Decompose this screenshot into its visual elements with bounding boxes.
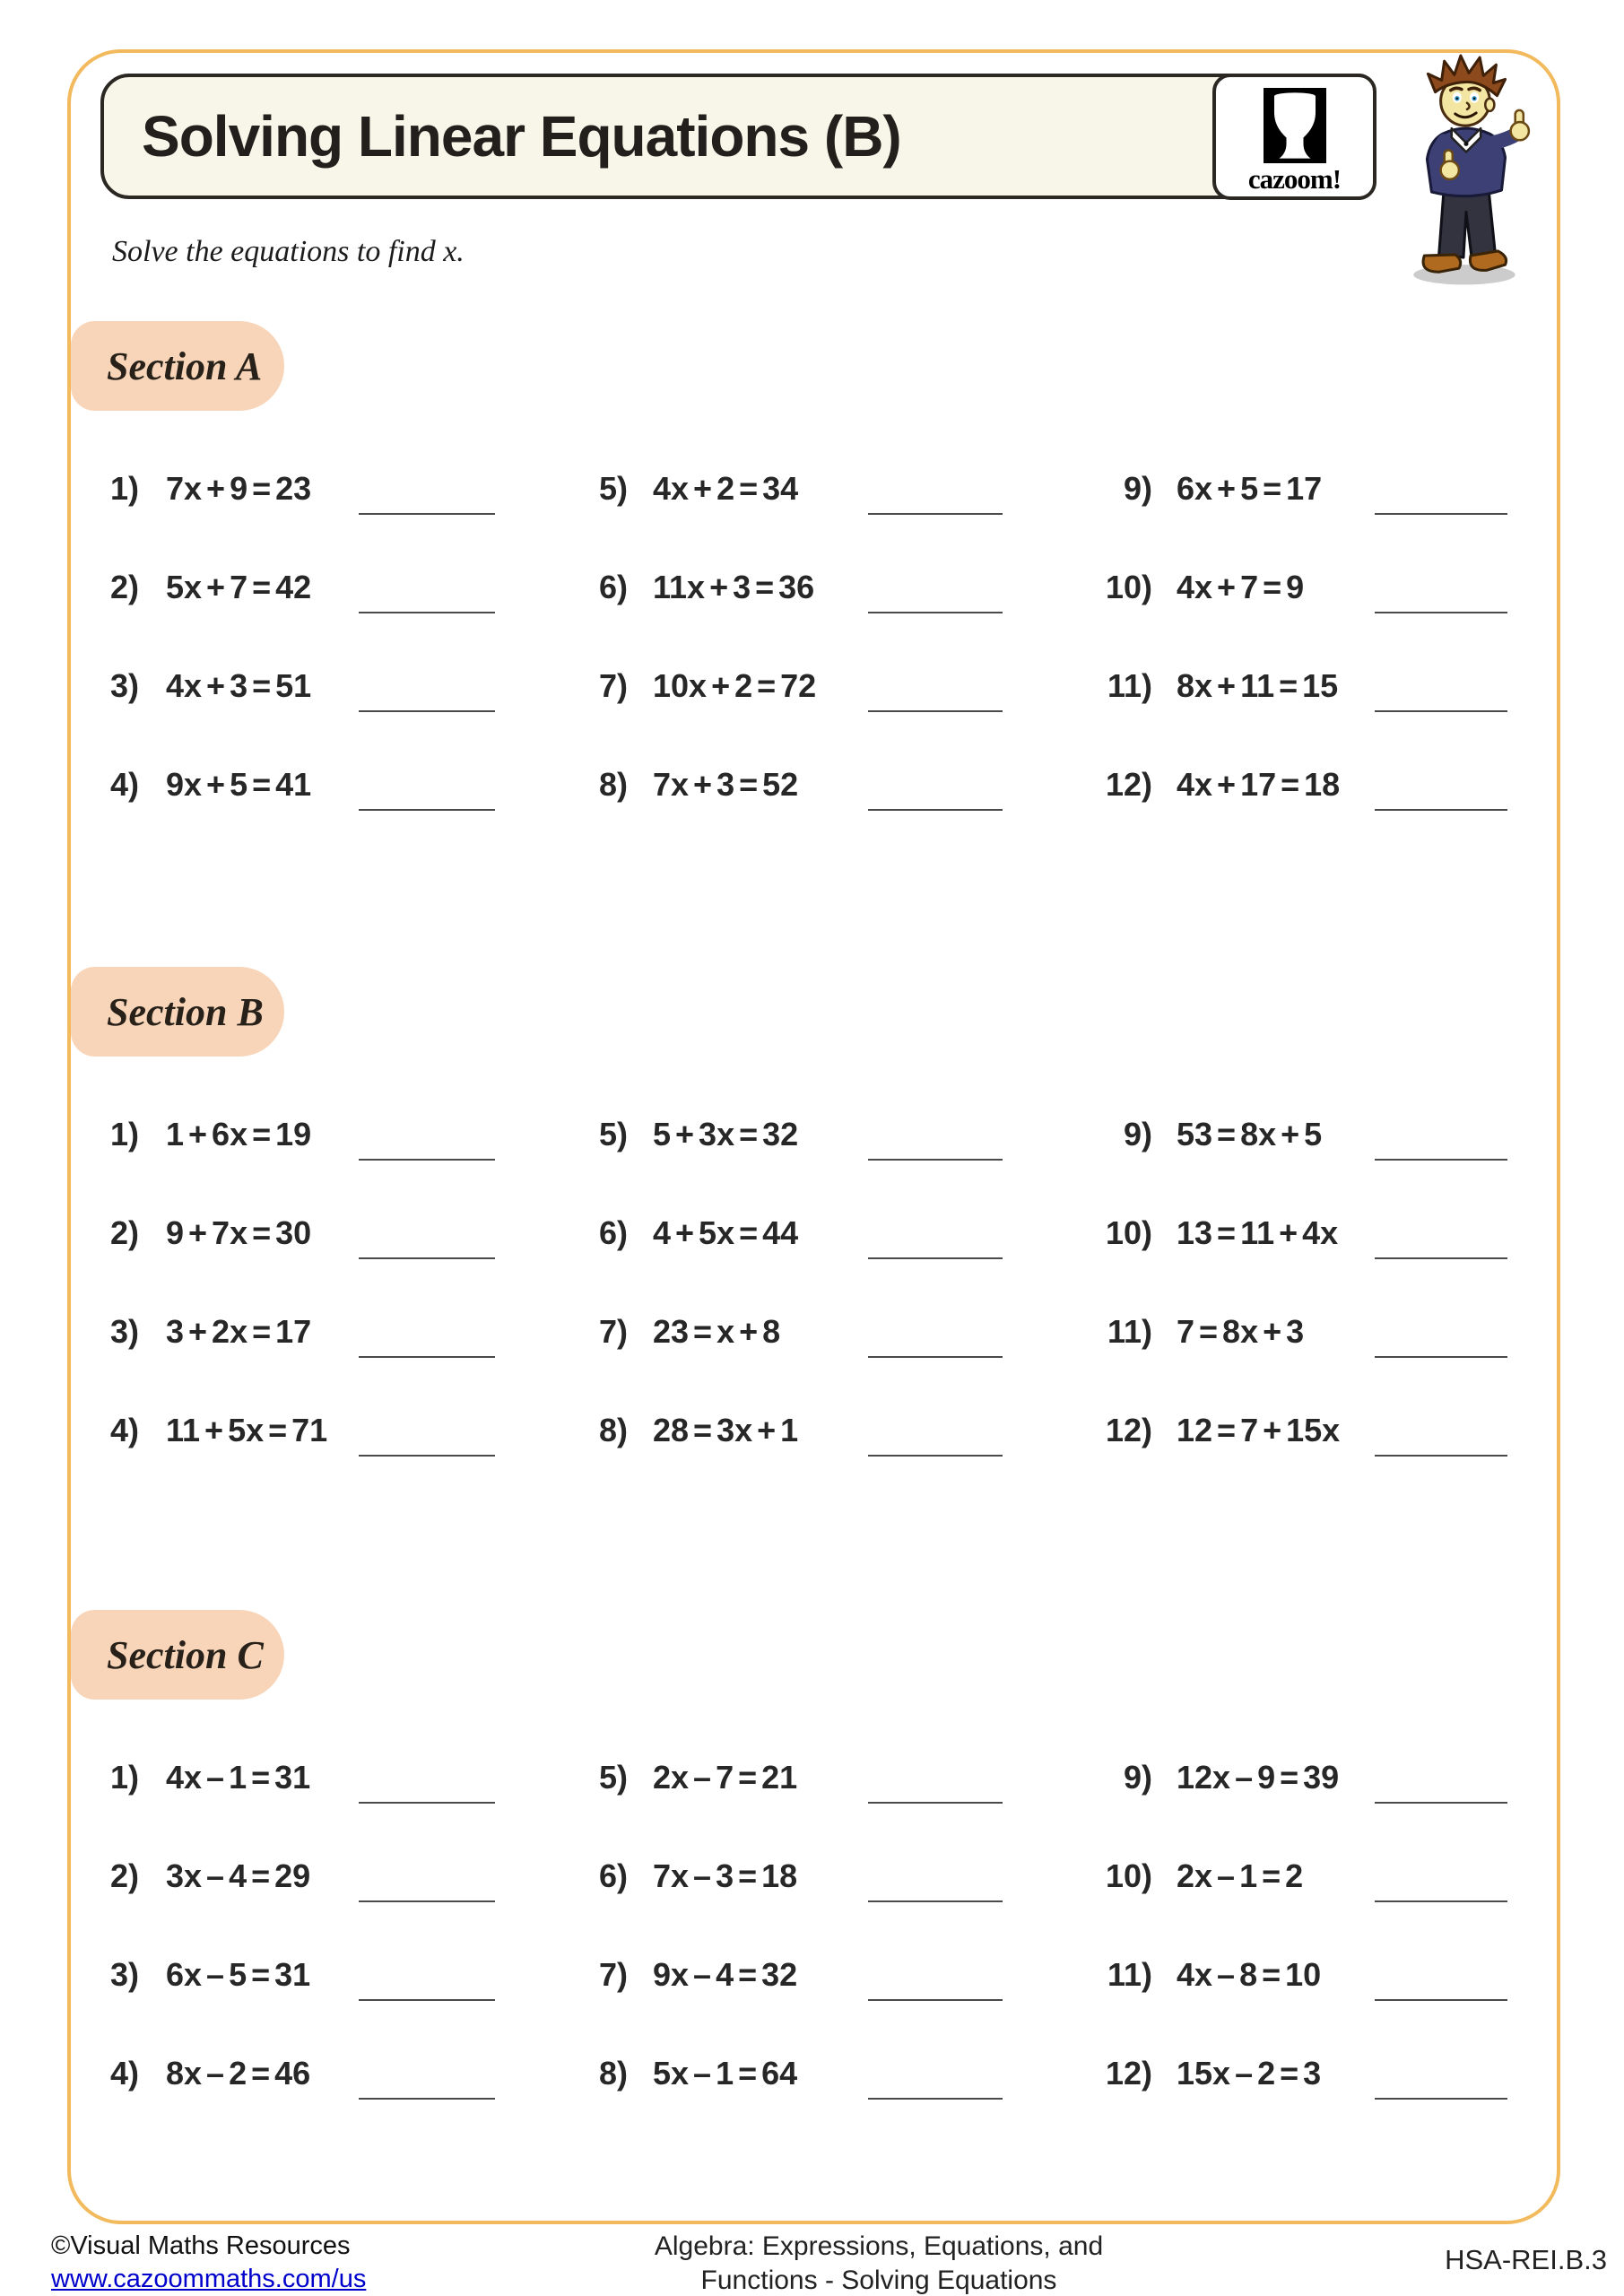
problem-row — [565, 1756, 797, 1799]
problem-equation: 1 + 6x = 19 — [166, 1116, 312, 1152]
problem-row — [565, 1409, 798, 1452]
problem-number: 5) — [598, 470, 628, 507]
problem-number: 6) — [598, 1214, 628, 1251]
answer-line — [1375, 1999, 1507, 2001]
problem-row — [1090, 1409, 1340, 1452]
problem-number: 12) — [1105, 1412, 1152, 1448]
problem-equation: 12x – 9 = 39 — [1177, 1759, 1340, 1796]
problem-row — [76, 1212, 311, 1255]
problem-row — [76, 1953, 310, 1996]
problem-number: 8) — [598, 1412, 628, 1448]
drum-icon — [1264, 88, 1326, 163]
problem-row — [76, 467, 311, 510]
mascot-boy-illustration — [1399, 50, 1535, 289]
answer-line — [868, 612, 1003, 613]
problem-row — [76, 665, 311, 708]
problem-equation: 4x + 2 = 34 — [653, 470, 799, 507]
answer-line — [868, 1356, 1003, 1358]
problem-row — [565, 763, 798, 806]
problem-number: 6) — [598, 569, 628, 605]
problem-equation: 2x – 1 = 2 — [1177, 1857, 1304, 1894]
problem-number: 3) — [109, 1313, 139, 1350]
problem-number: 4) — [109, 766, 139, 803]
problem-number: 1) — [109, 470, 139, 507]
problem-equation: 8x – 2 = 46 — [166, 2055, 311, 2092]
problem-row — [1090, 566, 1304, 609]
answer-line — [359, 1900, 495, 1902]
problem-number: 1) — [109, 1116, 139, 1152]
problem-row — [565, 2052, 797, 2095]
problem-row — [76, 1756, 310, 1799]
subject-line-1: Algebra: Expressions, Equations, and — [654, 2231, 1104, 2261]
answer-line — [868, 1900, 1003, 1902]
problem-row — [1090, 467, 1322, 510]
answer-line — [359, 612, 495, 613]
answer-line — [1375, 1257, 1507, 1259]
problem-row — [76, 1855, 310, 1898]
problem-equation: 11x + 3 = 36 — [653, 569, 815, 605]
problem-number: 3) — [109, 1956, 139, 1993]
problem-number: 8) — [598, 766, 628, 803]
title-box — [100, 74, 1376, 199]
standard-code: HSA-REI.B.3 — [1445, 2244, 1607, 2275]
problem-row — [1090, 1756, 1339, 1799]
problem-equation: 3 + 2x = 17 — [166, 1313, 312, 1350]
instruction-text: Solve the equations to find x. — [112, 235, 465, 268]
problem-number: 11) — [1107, 1313, 1152, 1350]
answer-line — [868, 1999, 1003, 2001]
problem-equation: 23 = x + 8 — [653, 1313, 781, 1350]
problem-number: 9) — [1123, 1759, 1152, 1796]
problem-number: 1) — [109, 1759, 139, 1796]
answer-line — [868, 809, 1003, 811]
answer-line — [868, 2098, 1003, 2100]
problem-equation: 9x + 5 = 41 — [166, 766, 312, 803]
problem-equation: 2x – 7 = 21 — [653, 1759, 798, 1796]
problem-number: 11) — [1107, 1956, 1152, 1993]
problem-number: 7) — [598, 1956, 628, 1993]
problem-row — [76, 1113, 311, 1156]
answer-line — [359, 1999, 495, 2001]
problem-number: 5) — [598, 1759, 628, 1796]
answer-line — [868, 1159, 1003, 1161]
footer-subject — [538, 2230, 1220, 2296]
section-a-label: Section A — [107, 344, 263, 388]
problem-equation: 7 = 8x + 3 — [1177, 1313, 1305, 1350]
problem-number: 2) — [109, 1214, 139, 1251]
answer-line — [359, 1257, 495, 1259]
problem-number: 5) — [598, 1116, 628, 1152]
problem-row — [1090, 763, 1340, 806]
problem-number: 4) — [109, 1412, 139, 1448]
problem-number: 4) — [109, 2055, 139, 2092]
answer-line — [1375, 1900, 1507, 1902]
problem-equation: 4x + 3 = 51 — [166, 667, 312, 704]
problem-number: 11) — [1107, 667, 1152, 704]
problem-equation: 9x – 4 = 32 — [653, 1956, 798, 1993]
problem-equation: 7x + 9 = 23 — [166, 470, 312, 507]
problem-number: 8) — [598, 2055, 628, 2092]
answer-line — [1375, 710, 1507, 712]
answer-line — [359, 1455, 495, 1457]
problem-equation: 8x + 11 = 15 — [1177, 667, 1339, 704]
problem-number: 2) — [109, 1857, 139, 1894]
problem-equation: 53 = 8x + 5 — [1177, 1116, 1323, 1152]
problem-number: 10) — [1105, 1857, 1152, 1894]
answer-line — [359, 513, 495, 515]
problem-row — [565, 1953, 797, 1996]
problem-equation: 11 + 5x = 71 — [166, 1412, 328, 1448]
problem-row — [76, 1409, 327, 1452]
answer-line — [359, 2098, 495, 2100]
problem-equation: 9 + 7x = 30 — [166, 1214, 312, 1251]
problem-equation: 15x – 2 = 3 — [1177, 2055, 1322, 2092]
answer-line — [359, 710, 495, 712]
problem-row — [76, 763, 311, 806]
problem-equation: 4x + 17 = 18 — [1177, 766, 1341, 803]
problem-equation: 13 = 11 + 4x — [1177, 1214, 1339, 1251]
problem-number: 6) — [598, 1857, 628, 1894]
problem-equation: 4x – 8 = 10 — [1177, 1956, 1322, 1993]
problem-equation: 5 + 3x = 32 — [653, 1116, 799, 1152]
problem-row — [565, 566, 814, 609]
cazoom-logo — [1212, 74, 1376, 200]
problem-equation: 10x + 2 = 72 — [653, 667, 817, 704]
answer-line — [1375, 1159, 1507, 1161]
answer-line — [359, 1802, 495, 1804]
problem-row — [565, 467, 798, 510]
answer-line — [868, 1455, 1003, 1457]
answer-line — [868, 710, 1003, 712]
problem-equation: 7x – 3 = 18 — [653, 1857, 798, 1894]
problem-equation: 6x + 5 = 17 — [1177, 470, 1323, 507]
cazoom-logo-text: cazoom! — [1247, 163, 1342, 195]
problem-row — [565, 1310, 780, 1353]
problem-equation: 3x – 4 = 29 — [166, 1857, 311, 1894]
problem-number: 9) — [1123, 470, 1152, 507]
page-title: Solving Linear Equations (B) — [142, 104, 901, 169]
problem-row — [565, 1113, 798, 1156]
problem-equation: 12 = 7 + 15x — [1177, 1412, 1341, 1448]
answer-line — [868, 1257, 1003, 1259]
answer-line — [1375, 2098, 1507, 2100]
problem-row — [565, 1212, 798, 1255]
problem-row — [1090, 1113, 1322, 1156]
problem-number: 10) — [1105, 1214, 1152, 1251]
problem-row — [565, 1855, 797, 1898]
answer-line — [1375, 513, 1507, 515]
problem-number: 7) — [598, 667, 628, 704]
problem-number: 10) — [1105, 569, 1152, 605]
problem-row — [1090, 1310, 1304, 1353]
section-b-header — [71, 967, 284, 1057]
answer-line — [1375, 1356, 1507, 1358]
problem-row — [1090, 2052, 1321, 2095]
problem-row — [76, 566, 311, 609]
answer-line — [1375, 1802, 1507, 1804]
answer-line — [359, 809, 495, 811]
problem-number: 7) — [598, 1313, 628, 1350]
problem-row — [1090, 1855, 1303, 1898]
problem-equation: 4x + 7 = 9 — [1177, 569, 1305, 605]
problem-equation: 4 + 5x = 44 — [653, 1214, 799, 1251]
problem-row — [1090, 665, 1338, 708]
problem-row — [76, 2052, 310, 2095]
footer-left — [51, 2230, 366, 2296]
problem-equation: 7x + 3 = 52 — [653, 766, 799, 803]
problem-equation: 5x – 1 = 64 — [653, 2055, 798, 2092]
problem-equation: 28 = 3x + 1 — [653, 1412, 799, 1448]
section-a-header — [71, 321, 284, 411]
subject-line-2: Functions - Solving Equations — [700, 2266, 1057, 2295]
problem-number: 2) — [109, 569, 139, 605]
answer-line — [1375, 809, 1507, 811]
answer-line — [1375, 1455, 1507, 1457]
problem-equation: 6x – 5 = 31 — [166, 1956, 311, 1993]
problem-number: 9) — [1123, 1116, 1152, 1152]
problem-row — [76, 1310, 311, 1353]
answer-line — [868, 1802, 1003, 1804]
problem-equation: 4x – 1 = 31 — [166, 1759, 311, 1796]
answer-line — [359, 1356, 495, 1358]
copyright-text: ©Visual Maths Resources — [51, 2231, 351, 2260]
problem-number: 12) — [1105, 766, 1152, 803]
problem-row — [1090, 1953, 1321, 1996]
website-link[interactable]: www.cazoommaths.com/us — [51, 2265, 367, 2293]
problem-row — [565, 665, 816, 708]
section-c-label: Section C — [107, 1632, 264, 1677]
section-c-header — [71, 1610, 284, 1700]
problem-equation: 5x + 7 = 42 — [166, 569, 312, 605]
problem-number: 12) — [1105, 2055, 1152, 2092]
answer-line — [1375, 612, 1507, 613]
problem-row — [1090, 1212, 1338, 1255]
answer-line — [868, 513, 1003, 515]
problem-number: 3) — [109, 667, 139, 704]
section-b-label: Section B — [107, 989, 264, 1034]
answer-line — [359, 1159, 495, 1161]
